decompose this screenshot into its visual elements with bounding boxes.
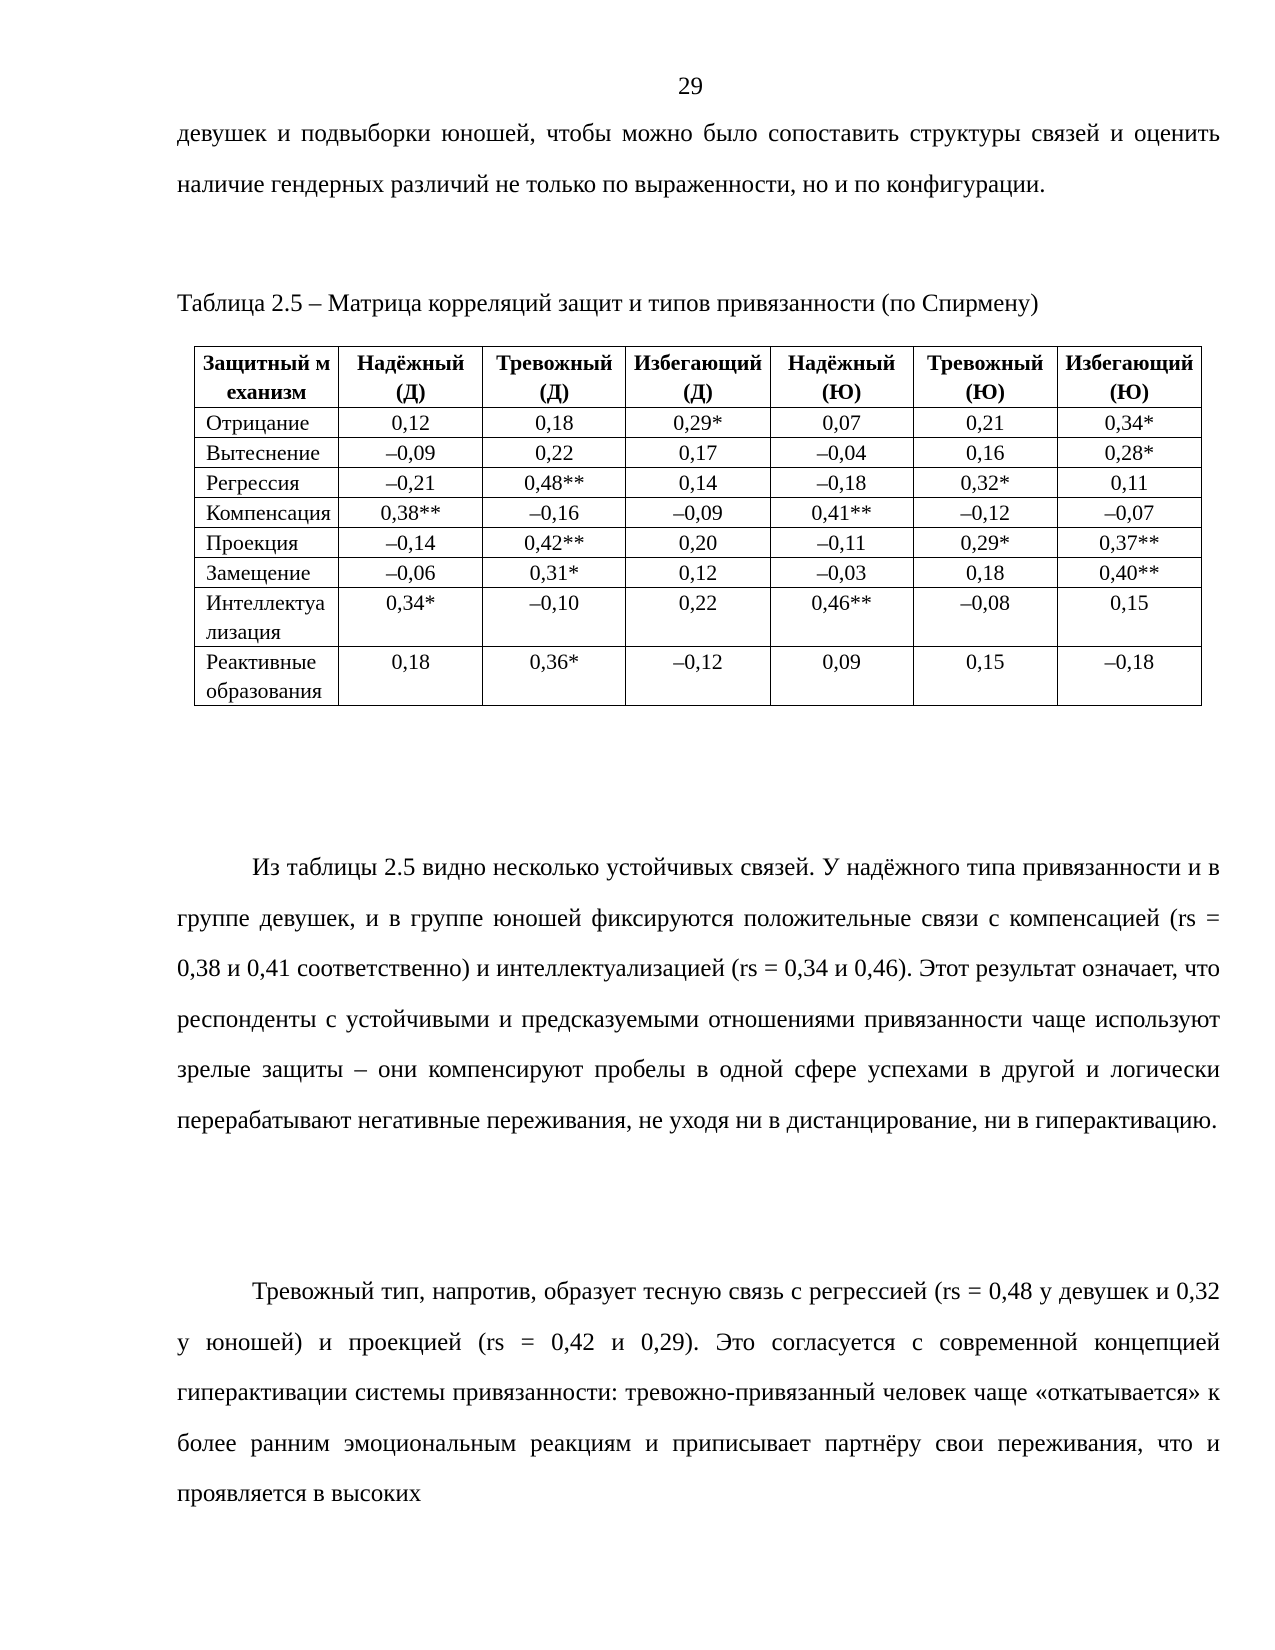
table-cell: 0,28* <box>1057 438 1201 468</box>
header-avoidant-boys: Избегающий (Ю) <box>1057 347 1201 408</box>
row-label: Интеллектуализация <box>195 588 339 647</box>
table-cell: –0,06 <box>339 558 483 588</box>
table-cell: 0,38** <box>339 498 483 528</box>
table-cell: 0,12 <box>339 408 483 438</box>
table-cell: 0,22 <box>626 588 770 647</box>
row-label: Регрессия <box>195 468 339 498</box>
table-cell: 0,42** <box>483 528 626 558</box>
row-label: Реактивные образования <box>195 647 339 706</box>
header-defense-mechanism: Защитный механизм <box>195 347 339 408</box>
row-label: Замещение <box>195 558 339 588</box>
correlation-table <box>194 346 1202 706</box>
paragraph-secure-type: Из таблицы 2.5 видно несколько устойчивых связей. У надёжного типа привязанности и в группе девушек, и в группе юношей фиксируются положительные связи с компенсацией (rs = 0,38 и 0,41 соответственно) и интеллектуализацией (rs = 0,34 и 0,46). Этот результат означает, что респонденты с устойчивыми и предсказуемыми отношениями привязанности чаще используют зрелые защиты – они компенсируют пробелы в одной сфере успехами в другой и логически перерабатывают негативные переживания, не уходя ни в дистанцирование, ни в гиперактивацию. <box>177 854 1220 1134</box>
table-cell: 0,09 <box>770 647 913 706</box>
table-cell: –0,18 <box>770 468 913 498</box>
table-row <box>195 558 1202 588</box>
table-row <box>195 498 1202 528</box>
table-cell: 0,48** <box>483 468 626 498</box>
paragraph-anxious-type: Тревожный тип, напротив, образует тесную связь с регрессией (rs = 0,48 у девушек и 0,32 у юношей) и проекцией (rs = 0,42 и 0,29). Это согласуется с современной концепцией гиперактивации системы привязанности: тревожно-привязанный человек чаще «откатывается» к более ранним эмоциональным реакциям и приписывает партнёру свои переживания, что и проявляется в высоких <box>177 1278 1220 1507</box>
table-cell: 0,21 <box>913 408 1057 438</box>
table-cell: –0,03 <box>770 558 913 588</box>
table-cell: –0,10 <box>483 588 626 647</box>
table-cell: –0,12 <box>913 498 1057 528</box>
table-cell: 0,29* <box>626 408 770 438</box>
table-cell: 0,36* <box>483 647 626 706</box>
table-row <box>195 528 1202 558</box>
table-cell: 0,14 <box>626 468 770 498</box>
table-cell: 0,18 <box>339 647 483 706</box>
table-cell: 0,15 <box>1057 588 1201 647</box>
paragraph-intro: девушек и подвыборки юношей, чтобы можно было сопоставить структуры связей и оценить наличие гендерных различий не только по выраженности, но и по конфигурации. <box>177 120 1220 198</box>
table-cell: 0,34* <box>339 588 483 647</box>
header-secure-girls: Надёжный (Д) <box>339 347 483 408</box>
row-label: Компенсация <box>195 498 339 528</box>
table-row <box>195 647 1202 706</box>
table-cell: –0,09 <box>339 438 483 468</box>
header-avoidant-girls: Избегающий (Д) <box>626 347 770 408</box>
table-cell: –0,08 <box>913 588 1057 647</box>
table-cell: 0,40** <box>1057 558 1201 588</box>
row-label: Проекция <box>195 528 339 558</box>
table-cell: 0,16 <box>913 438 1057 468</box>
table-cell: –0,12 <box>626 647 770 706</box>
table-header-row <box>195 347 1202 408</box>
table-cell: –0,04 <box>770 438 913 468</box>
header-anxious-boys: Тревожный (Ю) <box>913 347 1057 408</box>
table-row <box>195 468 1202 498</box>
table-cell: –0,16 <box>483 498 626 528</box>
table-cell: 0,07 <box>770 408 913 438</box>
table-cell: 0,37** <box>1057 528 1201 558</box>
table-caption: Таблица 2.5 – Матрица корреляций защит и типов привязанности (по Спирмену) <box>177 290 1039 317</box>
table-cell: –0,14 <box>339 528 483 558</box>
table-row <box>195 408 1202 438</box>
table-cell: 0,32* <box>913 468 1057 498</box>
table-cell: 0,41** <box>770 498 913 528</box>
row-label: Отрицание <box>195 408 339 438</box>
table-cell: 0,15 <box>913 647 1057 706</box>
table-cell: –0,18 <box>1057 647 1201 706</box>
table-cell: 0,11 <box>1057 468 1201 498</box>
table-cell: –0,07 <box>1057 498 1201 528</box>
table-cell: 0,17 <box>626 438 770 468</box>
table-cell: 0,29* <box>913 528 1057 558</box>
header-secure-boys: Надёжный (Ю) <box>770 347 913 408</box>
table-cell: 0,31* <box>483 558 626 588</box>
row-label: Вытеснение <box>195 438 339 468</box>
table-row <box>195 588 1202 647</box>
table-cell: 0,18 <box>913 558 1057 588</box>
table-cell: 0,18 <box>483 408 626 438</box>
table-cell: –0,21 <box>339 468 483 498</box>
table-cell: 0,12 <box>626 558 770 588</box>
table-cell: 0,20 <box>626 528 770 558</box>
table-cell: 0,22 <box>483 438 626 468</box>
table-row <box>195 438 1202 468</box>
page-number: 29 <box>678 73 703 100</box>
table-cell: –0,09 <box>626 498 770 528</box>
header-anxious-girls: Тревожный (Д) <box>483 347 626 408</box>
table-cell: 0,34* <box>1057 408 1201 438</box>
table-cell: –0,11 <box>770 528 913 558</box>
table-cell: 0,46** <box>770 588 913 647</box>
